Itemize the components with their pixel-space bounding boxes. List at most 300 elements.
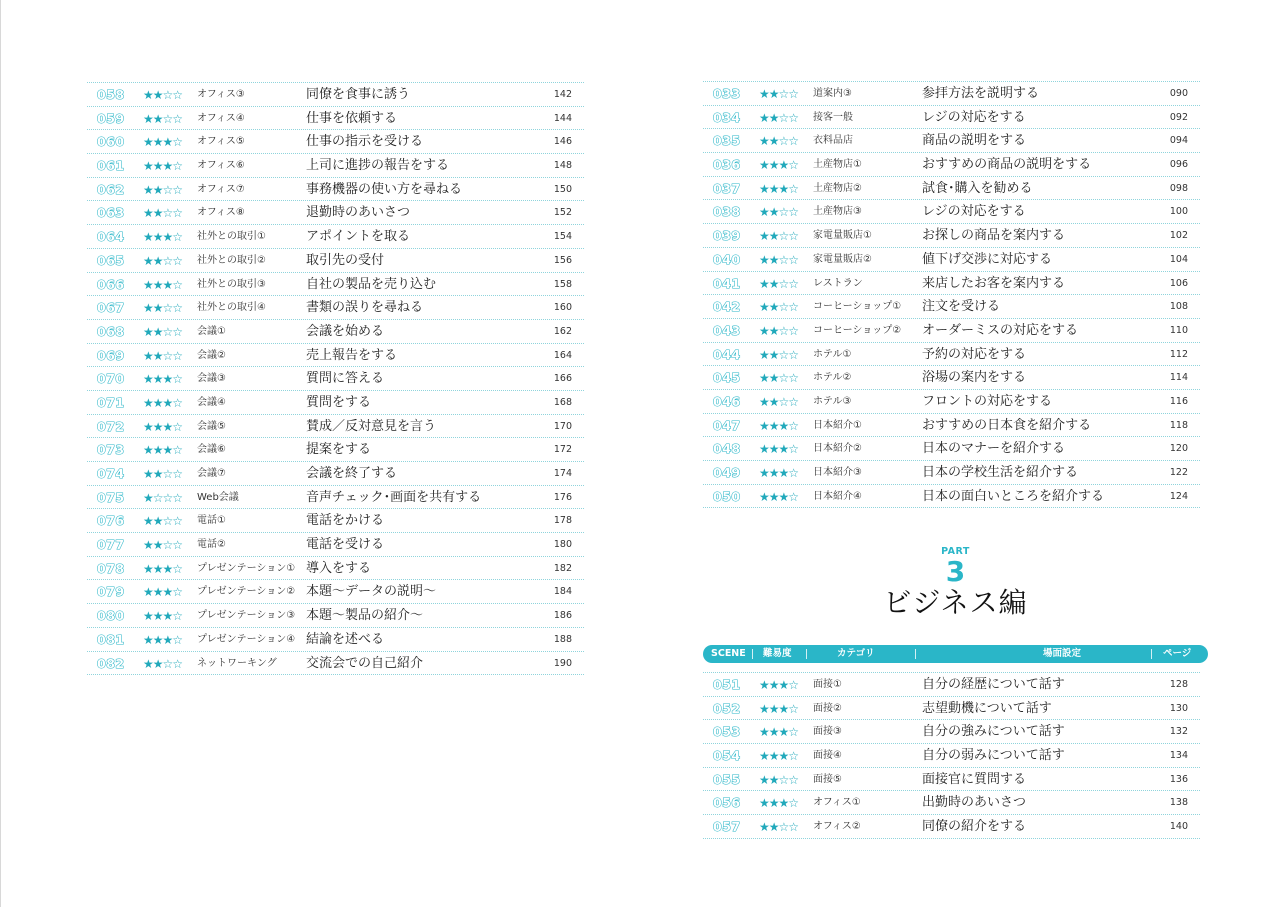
category-label: プレゼンテーション① bbox=[197, 562, 296, 574]
table-row bbox=[703, 248, 1200, 272]
scene-title: 自社の製品を売り込む bbox=[306, 276, 437, 292]
scene-title: 日本の学校生活を紹介する bbox=[922, 465, 1079, 480]
page-number: 148 bbox=[553, 160, 572, 172]
table-row bbox=[87, 391, 584, 415]
scene-number: 081 bbox=[97, 631, 125, 647]
scene-number: 034 bbox=[713, 109, 741, 125]
scene-title: 来店したお客を案内する bbox=[922, 275, 1066, 291]
difficulty-stars: ★★☆☆ bbox=[143, 88, 183, 102]
category-label: 会議③ bbox=[197, 373, 226, 385]
page-number: 134 bbox=[1169, 750, 1188, 762]
category-label: オフィス② bbox=[813, 821, 861, 833]
scene-title: オーダーミスの対応をする bbox=[922, 322, 1079, 338]
category-label: コーヒーショップ① bbox=[813, 301, 902, 313]
scene-title: 賛成／反対意見を言う bbox=[306, 418, 437, 434]
scene-number: 077 bbox=[97, 537, 125, 553]
difficulty-stars: ★★☆☆ bbox=[143, 206, 183, 221]
scene-title: 値下げ交渉に対応する bbox=[922, 251, 1053, 267]
category-label: オフィス⑦ bbox=[197, 183, 245, 195]
difficulty-stars: ★☆☆☆ bbox=[143, 490, 183, 505]
category-label: オフィス③ bbox=[197, 89, 245, 100]
difficulty-stars: ★★★☆ bbox=[759, 418, 799, 433]
category-label: 社外との取引③ bbox=[197, 278, 266, 290]
category-label: プレゼンテーション④ bbox=[197, 633, 296, 645]
table-row bbox=[703, 673, 1200, 697]
category-label: 電話② bbox=[197, 539, 226, 551]
category-label: ホテル① bbox=[813, 348, 852, 360]
page-number: 178 bbox=[553, 515, 572, 527]
category-label: オフィス⑧ bbox=[197, 207, 245, 219]
category-label: 電話① bbox=[197, 515, 226, 527]
scene-number: 037 bbox=[713, 180, 741, 196]
header-difficulty: 難易度 bbox=[763, 648, 792, 659]
page-number: 096 bbox=[1169, 159, 1188, 171]
scene-title: 自分の弱みについて話す bbox=[922, 748, 1065, 764]
category-label: 会議④ bbox=[197, 396, 226, 408]
page-number: 188 bbox=[553, 633, 572, 645]
table-row bbox=[703, 697, 1200, 721]
table-row bbox=[703, 461, 1200, 485]
scene-title: 導入をする bbox=[306, 560, 372, 576]
scene-title: 書類の誤りを尋ねる bbox=[306, 300, 424, 316]
table-row bbox=[87, 486, 584, 510]
scene-number: 059 bbox=[97, 110, 125, 126]
page-number: 158 bbox=[553, 278, 572, 290]
page-number: 152 bbox=[553, 207, 572, 219]
difficulty-stars: ★★★☆ bbox=[759, 489, 799, 504]
table-row bbox=[87, 249, 584, 273]
table-row bbox=[703, 437, 1200, 461]
scene-number: 052 bbox=[713, 700, 741, 716]
category-label: 面接④ bbox=[813, 750, 842, 762]
page-number: 138 bbox=[1169, 797, 1188, 809]
scene-number: 068 bbox=[97, 323, 125, 339]
table-row bbox=[703, 319, 1200, 343]
difficulty-stars: ★★★☆ bbox=[759, 158, 799, 173]
scene-title: 注文を受ける bbox=[922, 299, 1001, 315]
category-label: 会議⑥ bbox=[197, 444, 226, 456]
scene-title: 同僚を食事に誘う bbox=[306, 87, 411, 102]
category-label: 土産物店③ bbox=[813, 206, 862, 218]
category-label: 日本紹介③ bbox=[813, 467, 862, 478]
category-label: 土産物店① bbox=[813, 159, 862, 171]
category-label: 面接① bbox=[813, 679, 842, 690]
table-row bbox=[87, 225, 584, 249]
scene-title: 事務機器の使い方を尋ねる bbox=[306, 181, 463, 197]
difficulty-stars: ★★★☆ bbox=[143, 609, 183, 624]
table-row bbox=[703, 390, 1200, 414]
page-number: 100 bbox=[1169, 206, 1188, 218]
scene-title: 取引先の受付 bbox=[306, 252, 385, 268]
difficulty-stars: ★★★☆ bbox=[143, 230, 183, 245]
scene-number: 035 bbox=[713, 133, 741, 149]
category-label: 土産物店② bbox=[813, 182, 862, 194]
table-row bbox=[703, 768, 1200, 792]
category-label: 家電量販店① bbox=[813, 230, 872, 242]
page-number: 142 bbox=[553, 89, 572, 100]
difficulty-stars: ★★★☆ bbox=[759, 466, 799, 480]
category-label: 日本紹介① bbox=[813, 419, 862, 431]
category-label: オフィス① bbox=[813, 797, 861, 809]
page-number: 164 bbox=[553, 349, 572, 361]
category-label: ホテル③ bbox=[813, 395, 852, 407]
scene-title: 結論を述べる bbox=[306, 631, 385, 647]
scene-title: 自分の経歴について話す bbox=[922, 677, 1065, 692]
page-number: 106 bbox=[1169, 277, 1188, 289]
difficulty-stars: ★★☆☆ bbox=[759, 205, 799, 220]
table-row bbox=[703, 153, 1200, 177]
table-row bbox=[87, 580, 584, 604]
table-row bbox=[87, 438, 584, 462]
header-category: カテゴリ bbox=[837, 648, 875, 659]
category-label: 会議① bbox=[197, 325, 226, 337]
table-row bbox=[703, 343, 1200, 367]
scene-title: 会議を終了する bbox=[306, 466, 398, 481]
scene-title: 質問をする bbox=[306, 394, 372, 410]
scene-number: 055 bbox=[713, 771, 741, 787]
scene-number: 057 bbox=[713, 819, 741, 835]
scene-title: アポイントを取る bbox=[306, 229, 411, 245]
category-label: オフィス④ bbox=[197, 112, 245, 124]
category-label: 社外との取引④ bbox=[197, 302, 266, 314]
scene-number: 061 bbox=[97, 158, 125, 174]
table-row bbox=[87, 154, 584, 178]
scene-number: 050 bbox=[713, 488, 741, 504]
left-page-table bbox=[87, 82, 584, 675]
table-row bbox=[703, 272, 1200, 296]
table-row bbox=[87, 130, 584, 154]
scene-title: 本題～データの説明～ bbox=[306, 584, 437, 600]
difficulty-stars: ★★☆☆ bbox=[759, 820, 799, 835]
difficulty-stars: ★★★☆ bbox=[143, 372, 183, 387]
difficulty-stars: ★★☆☆ bbox=[759, 394, 799, 409]
table-row bbox=[87, 320, 584, 344]
scene-number: 065 bbox=[97, 252, 125, 268]
scene-number: 053 bbox=[713, 724, 741, 740]
difficulty-stars: ★★☆☆ bbox=[143, 253, 183, 268]
page-number: 102 bbox=[1169, 230, 1188, 242]
category-label: ネットワーキング bbox=[197, 657, 277, 669]
table-row bbox=[703, 224, 1200, 248]
scene-title: 商品の説明をする bbox=[922, 133, 1027, 149]
table-row bbox=[703, 366, 1200, 390]
scene-number: 047 bbox=[713, 417, 741, 433]
header-setting: 場面設定 bbox=[1043, 648, 1082, 659]
page-number: 156 bbox=[553, 254, 572, 266]
scene-number: 041 bbox=[713, 275, 741, 291]
scene-title: 電話をかける bbox=[306, 513, 385, 529]
table-row bbox=[87, 344, 584, 368]
category-label: ホテル② bbox=[813, 372, 852, 384]
scene-title: 志望動機について話す bbox=[922, 700, 1052, 716]
table-row bbox=[703, 295, 1200, 319]
difficulty-stars: ★★☆☆ bbox=[759, 110, 799, 125]
difficulty-stars: ★★★☆ bbox=[759, 678, 799, 692]
scene-number: 042 bbox=[713, 299, 741, 315]
table-row bbox=[703, 485, 1200, 509]
difficulty-stars: ★★☆☆ bbox=[143, 656, 183, 671]
page-number: 162 bbox=[553, 325, 572, 337]
difficulty-stars: ★★★☆ bbox=[143, 632, 183, 647]
scene-title: 電話を受ける bbox=[306, 537, 385, 553]
scene-title: 試食･購入を勧める bbox=[922, 180, 1033, 196]
difficulty-stars: ★★☆☆ bbox=[143, 467, 183, 481]
scene-number: 082 bbox=[97, 655, 125, 671]
page-number: 094 bbox=[1169, 135, 1188, 147]
table-row bbox=[703, 414, 1200, 438]
scene-number: 069 bbox=[97, 347, 125, 363]
difficulty-stars: ★★☆☆ bbox=[143, 348, 183, 363]
category-label: 会議⑦ bbox=[197, 468, 226, 479]
scene-number: 040 bbox=[713, 251, 741, 267]
scene-number: 076 bbox=[97, 513, 125, 529]
page-number: 098 bbox=[1169, 182, 1188, 194]
table-row bbox=[87, 604, 584, 628]
difficulty-stars: ★★★☆ bbox=[143, 277, 183, 292]
scene-title: おすすめの日本食を紹介する bbox=[922, 417, 1092, 433]
scene-number: 071 bbox=[97, 394, 125, 410]
difficulty-stars: ★★★☆ bbox=[143, 395, 183, 410]
category-label: 面接⑤ bbox=[813, 773, 842, 785]
difficulty-stars: ★★★☆ bbox=[759, 442, 799, 457]
scene-number: 078 bbox=[97, 560, 125, 576]
scene-title: 日本のマナーを紹介する bbox=[922, 441, 1066, 457]
page-number: 130 bbox=[1169, 702, 1188, 714]
category-label: 接客一般 bbox=[813, 111, 853, 123]
table-row bbox=[703, 720, 1200, 744]
scene-number: 056 bbox=[713, 795, 741, 811]
scene-title: 提案をする bbox=[306, 442, 372, 458]
right-page-bottom-table bbox=[703, 672, 1200, 839]
category-label: 会議⑤ bbox=[197, 420, 226, 432]
page-number: 168 bbox=[553, 396, 572, 408]
difficulty-stars: ★★☆☆ bbox=[759, 87, 799, 101]
scene-title: フロントの対応をする bbox=[922, 393, 1053, 409]
page-number: 170 bbox=[553, 420, 572, 432]
table-row bbox=[87, 83, 584, 107]
scene-title: 会議を始める bbox=[306, 323, 385, 339]
scene-title: お探しの商品を案内する bbox=[922, 228, 1066, 244]
category-label: 家電量販店② bbox=[813, 253, 872, 265]
page-number: 110 bbox=[1169, 324, 1188, 336]
difficulty-stars: ★★★☆ bbox=[143, 443, 183, 458]
difficulty-stars: ★★★☆ bbox=[143, 159, 183, 174]
scene-title: 参拝方法を説明する bbox=[922, 86, 1040, 101]
category-label: 道案内③ bbox=[813, 88, 852, 99]
page-number: 120 bbox=[1169, 443, 1188, 455]
scene-number: 070 bbox=[97, 371, 125, 387]
scene-number: 072 bbox=[97, 418, 125, 434]
scene-title: 出勤時のあいさつ bbox=[922, 795, 1027, 811]
scene-number: 073 bbox=[97, 442, 125, 458]
table-row bbox=[87, 273, 584, 297]
part-heading bbox=[703, 546, 1208, 621]
page-number: 132 bbox=[1169, 726, 1188, 738]
scene-number: 062 bbox=[97, 181, 125, 197]
page-number: 118 bbox=[1169, 419, 1188, 431]
scene-number: 074 bbox=[97, 466, 125, 481]
right-page-top-table bbox=[703, 81, 1200, 508]
table-row bbox=[87, 107, 584, 131]
scene-title: 仕事の指示を受ける bbox=[306, 134, 424, 150]
table-row bbox=[87, 201, 584, 225]
page-number: 116 bbox=[1169, 395, 1188, 407]
difficulty-stars: ★★★☆ bbox=[759, 181, 799, 196]
scene-title: 売上報告をする bbox=[306, 347, 398, 363]
scene-number: 075 bbox=[97, 489, 125, 505]
difficulty-stars: ★★☆☆ bbox=[143, 301, 183, 316]
difficulty-stars: ★★☆☆ bbox=[759, 276, 799, 291]
scene-title: 同僚の紹介をする bbox=[922, 819, 1027, 835]
page-number: 166 bbox=[553, 373, 572, 385]
page-number: 140 bbox=[1169, 821, 1188, 833]
difficulty-stars: ★★☆☆ bbox=[143, 182, 183, 197]
difficulty-stars: ★★★☆ bbox=[759, 701, 799, 716]
table-row bbox=[87, 462, 584, 486]
scene-number: 039 bbox=[713, 228, 741, 244]
difficulty-stars: ★★★☆ bbox=[143, 419, 183, 434]
scene-number: 049 bbox=[713, 465, 741, 480]
category-label: プレゼンテーション② bbox=[197, 586, 296, 598]
table-row bbox=[703, 815, 1200, 839]
scene-number: 043 bbox=[713, 322, 741, 338]
table-row bbox=[703, 106, 1200, 130]
category-label: 会議② bbox=[197, 349, 226, 361]
header-page: ページ bbox=[1163, 648, 1192, 659]
difficulty-stars: ★★☆☆ bbox=[759, 134, 799, 149]
scene-title: 予約の対応をする bbox=[922, 346, 1027, 362]
page-number: 114 bbox=[1169, 372, 1188, 384]
category-label: 衣料品店 bbox=[813, 135, 853, 147]
page-number: 190 bbox=[553, 657, 572, 669]
category-label: 社外との取引② bbox=[197, 254, 266, 266]
scene-title: 面接官に質問する bbox=[922, 771, 1027, 787]
page-number: 174 bbox=[553, 468, 572, 479]
page-number: 184 bbox=[553, 586, 572, 598]
page-number: 104 bbox=[1169, 253, 1188, 265]
scene-number: 033 bbox=[713, 86, 741, 101]
part-title: ビジネス編 bbox=[883, 586, 1028, 619]
scene-number: 054 bbox=[713, 748, 741, 764]
scene-title: 自分の強みについて話す bbox=[922, 724, 1065, 740]
category-label: オフィス⑤ bbox=[197, 136, 245, 148]
scene-number: 048 bbox=[713, 441, 741, 457]
table-row bbox=[87, 178, 584, 202]
table-row bbox=[87, 557, 584, 581]
page-number: 136 bbox=[1169, 773, 1188, 785]
difficulty-stars: ★★★☆ bbox=[759, 796, 799, 811]
table-row bbox=[703, 791, 1200, 815]
table-header-bar bbox=[703, 645, 1208, 663]
table-row bbox=[87, 509, 584, 533]
table-row bbox=[703, 200, 1200, 224]
difficulty-stars: ★★☆☆ bbox=[143, 514, 183, 529]
page-number: 186 bbox=[553, 610, 572, 622]
table-row bbox=[703, 744, 1200, 768]
difficulty-stars: ★★★☆ bbox=[143, 585, 183, 600]
scene-number: 038 bbox=[713, 204, 741, 220]
difficulty-stars: ★★☆☆ bbox=[759, 229, 799, 244]
difficulty-stars: ★★★☆ bbox=[143, 135, 183, 150]
scene-title: レジの対応をする bbox=[922, 109, 1026, 125]
scene-number: 080 bbox=[97, 608, 125, 624]
table-row bbox=[703, 177, 1200, 201]
scene-number: 063 bbox=[97, 205, 125, 221]
category-label: 面接② bbox=[813, 702, 842, 714]
category-label: 社外との取引① bbox=[197, 231, 266, 243]
difficulty-stars: ★★☆☆ bbox=[759, 252, 799, 267]
page-number: 154 bbox=[553, 231, 572, 243]
scene-number: 066 bbox=[97, 276, 125, 292]
page-number: 172 bbox=[553, 444, 572, 456]
scene-number: 051 bbox=[713, 677, 741, 692]
scene-number: 067 bbox=[97, 300, 125, 316]
category-label: レストラン bbox=[813, 277, 863, 289]
difficulty-stars: ★★☆☆ bbox=[759, 772, 799, 787]
part-number: 3 bbox=[945, 555, 966, 588]
table-row bbox=[87, 367, 584, 391]
table-row bbox=[87, 296, 584, 320]
page-number: 108 bbox=[1169, 301, 1188, 313]
page-number: 112 bbox=[1169, 348, 1188, 360]
table-row bbox=[87, 628, 584, 652]
scene-title: 仕事を依頼する bbox=[306, 110, 398, 126]
scene-title: おすすめの商品の説明をする bbox=[922, 157, 1092, 173]
scene-number: 058 bbox=[97, 87, 125, 102]
category-label: 日本紹介② bbox=[813, 443, 862, 455]
page-number: 146 bbox=[553, 136, 572, 148]
scene-title: 交流会での自己紹介 bbox=[306, 655, 424, 671]
category-label: プレゼンテーション③ bbox=[197, 610, 296, 622]
difficulty-stars: ★★☆☆ bbox=[759, 323, 799, 338]
scene-title: 本題～製品の紹介～ bbox=[306, 608, 424, 624]
scene-title: 日本の面白いところを紹介する bbox=[922, 488, 1105, 504]
category-label: オフィス⑥ bbox=[197, 160, 245, 172]
table-row bbox=[703, 82, 1200, 106]
table-row bbox=[87, 533, 584, 557]
scene-title: 上司に進捗の報告をする bbox=[306, 158, 450, 174]
page-number: 160 bbox=[553, 302, 572, 314]
page-number: 176 bbox=[553, 491, 572, 503]
scene-number: 060 bbox=[97, 134, 125, 150]
difficulty-stars: ★★☆☆ bbox=[759, 300, 799, 315]
table-row bbox=[87, 652, 584, 676]
category-label: 面接③ bbox=[813, 726, 842, 738]
page-number: 092 bbox=[1169, 111, 1188, 123]
page-number: 128 bbox=[1169, 679, 1188, 690]
table-row bbox=[703, 129, 1200, 153]
scene-number: 045 bbox=[713, 370, 741, 386]
page-number: 144 bbox=[553, 112, 572, 124]
part-label: PART bbox=[941, 546, 970, 557]
table-row bbox=[87, 415, 584, 439]
scene-number: 064 bbox=[97, 229, 125, 245]
scene-number: 079 bbox=[97, 584, 125, 600]
scene-number: 046 bbox=[713, 393, 741, 409]
page-number: 180 bbox=[553, 539, 572, 551]
scene-title: 浴場の案内をする bbox=[922, 370, 1027, 386]
scene-title: 音声チェック･画面を共有する bbox=[306, 489, 482, 505]
scene-title: 退勤時のあいさつ bbox=[306, 205, 411, 221]
scene-title: レジの対応をする bbox=[922, 204, 1026, 220]
page-number: 090 bbox=[1169, 88, 1188, 99]
scene-number: 036 bbox=[713, 157, 741, 173]
difficulty-stars: ★★☆☆ bbox=[143, 324, 183, 339]
difficulty-stars: ★★☆☆ bbox=[143, 111, 183, 126]
difficulty-stars: ★★☆☆ bbox=[759, 371, 799, 386]
header-scene: SCENE bbox=[711, 648, 746, 659]
difficulty-stars: ★★☆☆ bbox=[759, 347, 799, 362]
